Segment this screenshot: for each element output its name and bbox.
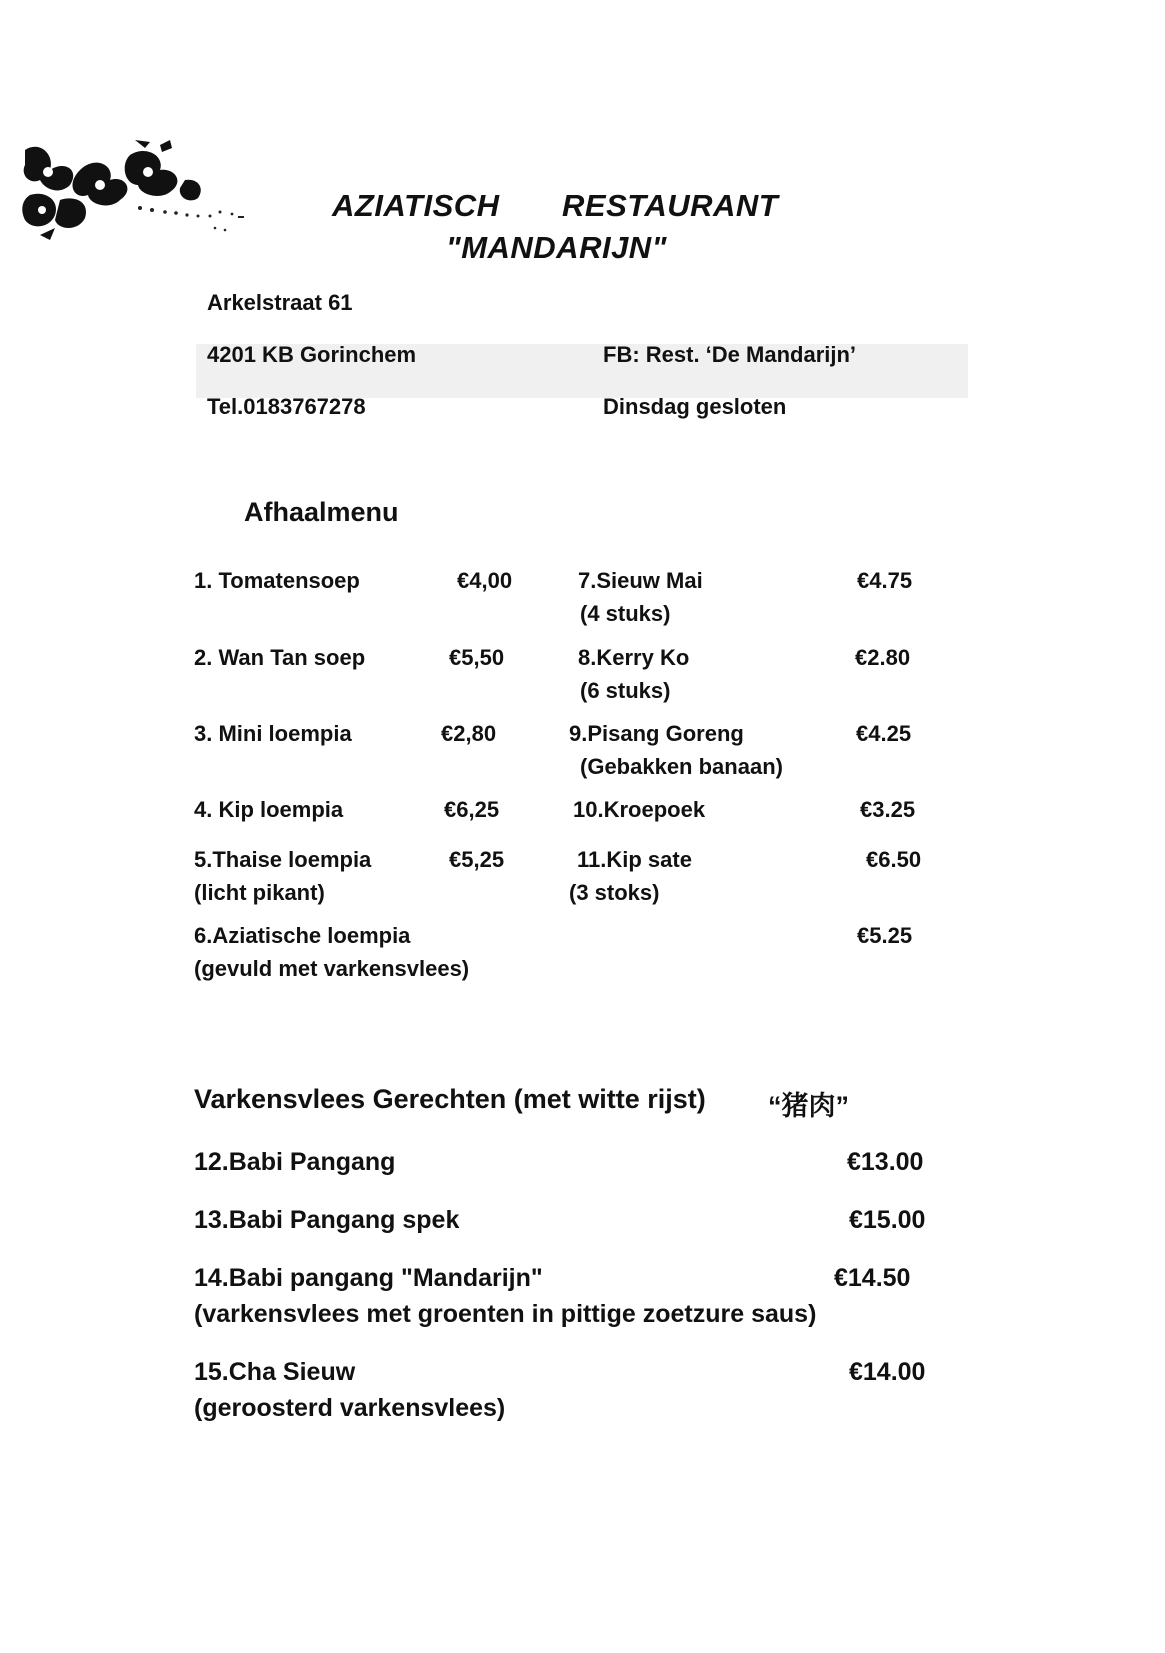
address-city: 4201 KB Gorinchem — [207, 342, 417, 367]
menu-item-name: 2. Wan Tan soep — [194, 645, 366, 670]
menu-item-price: €2,80 — [441, 721, 497, 746]
menu-item-name: 5.Thaise loempia — [194, 847, 372, 872]
afhaal-heading: Afhaalmenu — [244, 497, 399, 527]
menu-item-price: €14.00 — [849, 1358, 926, 1386]
menu-item-sub: (varkensvlees met groenten in pittige zoetzure saus) — [194, 1300, 817, 1328]
phone-number: Tel.0183767278 — [207, 394, 366, 419]
pork-heading-chinese: “猪肉” — [768, 1091, 849, 1121]
title-word-restaurant: RESTAURANT — [562, 188, 779, 223]
menu-item-price: €14.50 — [834, 1264, 911, 1292]
pork-heading: Varkensvlees Gerechten (met witte rijst) — [194, 1084, 706, 1114]
title-word-aziatisch: AZIATISCH — [332, 188, 500, 223]
closed-day: Dinsdag gesloten — [603, 394, 787, 419]
menu-item-sub: (3 stoks) — [569, 880, 660, 905]
menu-item-price: €4.75 — [857, 568, 913, 593]
menu-item-name: 14.Babi pangang "Mandarijn" — [194, 1264, 543, 1292]
menu-item-sub: (Gebakken banaan) — [580, 754, 783, 779]
menu-item-name: 11.Kip sate — [577, 847, 692, 872]
menu-item-name: 13.Babi Pangang spek — [194, 1206, 460, 1234]
menu-item-sub: (6 stuks) — [580, 678, 671, 703]
menu-item-price: €6,25 — [444, 797, 500, 822]
menu-item-price: €13.00 — [847, 1148, 924, 1176]
menu-item-price: €3.25 — [860, 797, 916, 822]
menu-item-price: €5,50 — [449, 645, 505, 670]
menu-item-name: 3. Mini loempia — [194, 721, 352, 746]
flower-logo-icon — [20, 140, 260, 250]
menu-item-name: 8.Kerry Ko — [578, 645, 690, 670]
menu-item-price: €5,25 — [449, 847, 505, 872]
menu-item-name: 4. Kip loempia — [194, 797, 344, 822]
title-mandarijn: "MANDARIJN" — [446, 230, 667, 265]
menu-item-price: €4.25 — [856, 721, 912, 746]
menu-item-sub: (geroosterd varkensvlees) — [194, 1394, 506, 1422]
menu-item-price: €15.00 — [849, 1206, 926, 1234]
menu-item-name: 6.Aziatische loempia — [194, 923, 411, 948]
menu-item-name: 1. Tomatensoep — [194, 568, 360, 593]
facebook-info: FB: Rest. ‘De Mandarijn’ — [603, 342, 857, 367]
menu-item-sub: (gevuld met varkensvlees) — [194, 956, 470, 981]
menu-item-sub: (licht pikant) — [194, 880, 325, 905]
menu-item-price: €5.25 — [857, 923, 913, 948]
menu-item-name: 12.Babi Pangang — [194, 1148, 396, 1176]
menu-item-sub: (4 stuks) — [580, 601, 671, 626]
menu-item-price: €2.80 — [855, 645, 911, 670]
menu-item-name: 9.Pisang Goreng — [569, 721, 744, 746]
menu-item-name: 10.Kroepoek — [573, 797, 706, 822]
menu-item-name: 15.Cha Sieuw — [194, 1358, 356, 1386]
menu-item-price: €6.50 — [866, 847, 922, 872]
address-street: Arkelstraat 61 — [207, 290, 353, 315]
menu-item-price: €4,00 — [457, 568, 513, 593]
menu-item-name: 7.Sieuw Mai — [578, 568, 703, 593]
